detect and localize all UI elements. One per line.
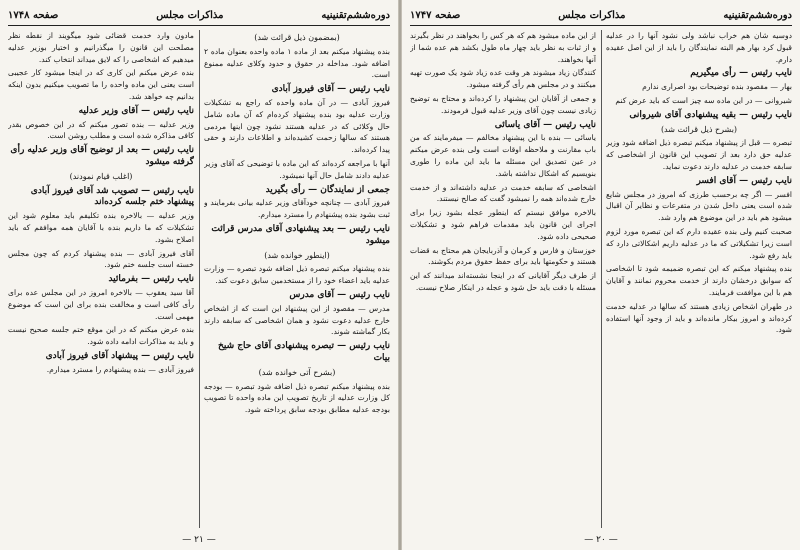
text-paragraph: بنده پیشنهاد میکنم تبصره ذیل اضافه شود تبصره — بودجه کل وزارت عدلیه از تاریخ تصویب این ماده واحده تا تصویب بودجه عدلیه مطابق بودجه سابق پرداخته شود. xyxy=(204,381,390,415)
text-paragraph: بنده پیشنهاد میکنم تبصره ذیل اضافه شود تبصره — وزارت عدلیه باید اعضاء خود را از مستخدمین سابق دعوت کند. xyxy=(204,264,390,286)
text-paragraph: آنها با مراجعه کرده‌اند که این ماده با توضیحی که آقای وزیر عدلیه دادند شامل حال آنها نمیشود. xyxy=(204,158,390,180)
text-paragraph: بنده عرض میکنم این کاری که در اینجا میشود کار عجیبی است یعنی این ماده واحده را ما تصویب میکنیم بدون اینکه بدانیم چه خواهد شد. xyxy=(8,68,194,101)
text-paragraph: فیروز آبادی — در آن ماده واحده که راجع به تشکیلات وزارت عدلیه بود بنده پیشنهاد کرده‌ام که آن ماده شامل حال وکلائی که در عدلیه هستند نشود چون اینها مردمی هستند که سالها زحمت کشیده‌اند و اطلاعات دارند و حقی پیدا کرده‌اند. xyxy=(204,97,390,155)
text-paragraph: بنده عرض میکنم که در این موقع ختم جلسه صحیح نیست و باید به مذاکرات ادامه داده شود. xyxy=(8,325,194,347)
text-paragraph: افسر — اگر چه برحسب طرزی که امروز در مجلس شایع شده است یعنی داخل شدن در متفرعات و نظایر آن اقبال میشود هم باید در این موضوع هم وارد شد. xyxy=(606,189,792,223)
text-paragraph: دوسیه شان هم خراب نباشد ولی نشود آنها را در عدلیه قبول کرد بهار هم البته نمایندگان را باید از این اصل عقیده دارم. xyxy=(606,31,792,64)
speaker-line: نایب رئیس — بعد پیشنهادی آقای مدرس قرائت میشود xyxy=(211,223,390,246)
text-paragraph: وزیر عدلیه — بالاخره بنده تکلیفم باید معلوم شود این تشکیلات که ما داریم بنده با آقایان همه موافقم که باید اصلاح بشود. xyxy=(8,211,194,244)
text-paragraph: در طهران اشخاص زیادی هستند که سالها در عدلیه خدمت کرده‌اند و امروز بیکار مانده‌اند و باید از وجود آنها استفاده شود. xyxy=(606,301,792,335)
speaker-line: نایب رئیس — تصویب شد آقای فیروز آبادی پیشنهاد ختم جلسه کرده‌اند xyxy=(30,185,194,208)
left-page xyxy=(0,0,398,550)
text-paragraph: وزیر عدلیه — بنده تصور میکنم که در این خصوص بقدر کافی مذاکره شده است و مطلب روشن است. xyxy=(8,119,194,141)
right-page-number: — ۲۰ — xyxy=(584,535,618,545)
text-paragraph: صحبت کنیم ولی بنده عقیده دارم که این تبصره مورد لزوم است زیرا تشکیلاتی که ما در عدلیه داریم اشکالاتی دارد که باید رفع شود. xyxy=(606,226,792,260)
speaker-line: نایب رئیس — بقیه پیشنهادی آقای شیروانی xyxy=(629,109,792,120)
right-page xyxy=(402,0,800,550)
text-paragraph: از این ماده میشود هم که هر کس را بخواهند در نظر بگیرند و از ثبات به نظر باید چهار ماه طول بکشد هم عده شما از آنها بخواهند. xyxy=(410,31,596,64)
left-header-page-label: صفحه ۱۷۴۸ xyxy=(8,9,59,21)
speaker-line: نایب رئیس — بفرمائید xyxy=(108,274,194,285)
right-page-column-1 xyxy=(606,30,792,528)
left-column-divider xyxy=(199,30,200,528)
speaker-line: نایب رئیس — تبصره پیشنهادی آقای حاج شیخ بیات xyxy=(218,341,390,363)
right-page-header xyxy=(410,6,792,24)
left-page-column-2 xyxy=(8,30,194,528)
right-header-rule xyxy=(410,25,792,26)
stage-note: (بمضمون ذیل قرائت شد) xyxy=(254,33,340,42)
text-paragraph: اشخاصی که سابقه خدمت در عدلیه داشته‌اند و از خدمت خارج شده‌اند همه را نمیشود گفت که صالح نیستند. xyxy=(410,182,596,204)
speaker-line: نایب رئیس — پیشنهاد آقای فیروز آبادی xyxy=(45,350,194,361)
text-paragraph: آقای فیروز آبادی — بنده پیشنهاد کردم که چون مجلس خسته است جلسه ختم شود. xyxy=(8,248,194,270)
text-paragraph: تبصره — قبل از پیشنهاد میکنم تبصره ذیل اضافه شود وزیر عدلیه حق دارد بعد از تصویب این قانون از اشخاصی که سابقه خدمت در عدلیه دارند دعوت نماید. xyxy=(606,138,792,171)
text-paragraph: مدرس — مقصود از این پیشنهاد این است که از اشخاص خارج عدلیه دعوت نشود و همان اشخاصی که سابقه دارند بکار گماشته شوند. xyxy=(204,303,390,337)
right-column-divider xyxy=(601,30,602,528)
text-paragraph: شیروانی — در این ماده سه چیز است که باید عرض کنم xyxy=(615,95,792,105)
text-paragraph: و جمعی از آقایان این پیشنهاد را کرده‌اند و محتاج به توضیح زیادی نیست چون آقای وزیر عدلیه قبول فرمودند. xyxy=(410,93,596,115)
left-header-session: دوره‌ششم‌تقنینیه xyxy=(321,9,390,21)
left-page-column-1 xyxy=(204,30,390,528)
text-paragraph: بنده پیشنهاد میکنم بعد از ماده ۱ ماده واحده بعنوان ماده ۲ اضافه شود. مداخله در حقوق و حدود وکلای عدلیه ممنوع است. xyxy=(204,46,390,80)
speaker-line: نایب رئیس — آقای یاسائی xyxy=(494,119,596,130)
stage-note: (اینطور خوانده شد) xyxy=(264,250,330,260)
speaker-line: جمعی از نمایندگان — رأی بگیرید xyxy=(265,184,390,195)
text-paragraph: یاسائی — بنده با این پیشنهاد مخالفم — میفرمایند که من باب مقارنت و ملاحظه اوقات است ولی بنده عرض میکنم در عین تصدیق این مسئله ما باید این ماده را طوری بنویسیم که اشکال نداشته باشد. xyxy=(410,133,596,178)
right-header-session: دوره‌ششم‌تقنینیه xyxy=(723,9,792,21)
speaker-line: نایب رئیس — رأی میگیریم xyxy=(690,68,792,79)
left-header-rule xyxy=(8,25,390,26)
speaker-line: نایب رئیس — آقای مدرس xyxy=(289,289,390,300)
left-header-title: مذاکرات مجلس xyxy=(156,9,224,21)
speaker-line: نایب رئیس — آقای وزیر عدلیه xyxy=(78,105,194,116)
right-page-column-2 xyxy=(410,30,596,528)
right-header-page-label: صفحه ۱۷۴۷ xyxy=(410,9,461,21)
text-paragraph: از طرف دیگر آقایانی که در اینجا نشسته‌اند میدانند که این مسئله با دقت باید حل شود و عجله در اینکار صلاح نیست. xyxy=(410,271,596,292)
speaker-line: نایب رئیس — آقای افسر xyxy=(696,175,792,186)
text-paragraph: خوزستان و فارس و کرمان و آذربایجان هم محتاج به قضات هستند و حکومتها باید برای حفظ حقوق مردم بکوشند. xyxy=(410,245,596,267)
speaker-line: نایب رئیس — آقای فیروز آبادی xyxy=(271,84,390,95)
text-paragraph: بالاخره موافق نیستم که اینطور عجله بشود زیرا برای اجرای این قانون باید مقدمات فراهم شود و تشکیلات صحیحی داده شود. xyxy=(410,208,596,241)
text-paragraph: بهار — مقصود بنده توضیحات بود اصراری ندارم xyxy=(642,82,792,92)
speaker-line: نایب رئیس — بعد از توضیح آقای وزیر عدلیه رأی گرفته میشود xyxy=(10,145,194,167)
text-paragraph: مادون وارد خدمت قضائی شود میگویند از نقطه نظر مصلحت این قانون را میگذرانیم و اختیار بوزیر عدلیه میدهیم که اشخاصی را که لایق میداند انتخاب کند. xyxy=(8,31,194,64)
text-paragraph: کنندگان زیاد میشوند هر وقت عده زیاد شود یک صورت تهیه میکنند و در مجلس هم رأی گرفته میشود. xyxy=(410,68,596,90)
text-paragraph: بنده پیشنهاد میکنم که این تبصره ضمیمه شود تا اشخاصی که سوابق درخشان دارند از خدمت محروم نمانند و آقایان هم با این موافقت فرمایند. xyxy=(606,264,792,297)
stage-note: (بشرح آتی خوانده شد) xyxy=(258,367,336,377)
stage-note: (اغلب قیام نمودند) xyxy=(69,171,133,181)
stage-note: (بشرح ذیل قرائت شد) xyxy=(660,124,738,134)
text-paragraph: فیروز آبادی — چنانچه خودآقای وزیر عدلیه بیانی بفرمایند و ثبت بشود بنده پیشنهادم را مسترد میدارم. xyxy=(204,198,390,220)
text-paragraph: آقا سید یعقوب — بالاخره امروز در این مجلس عده برای رأی کافی است و مخالفت بنده برای این است که موضوع مهمی است. xyxy=(8,287,194,321)
left-page-number: — ۲۱ — xyxy=(182,535,216,545)
right-header-title: مذاکرات مجلس xyxy=(558,9,626,21)
text-paragraph: فیروز آبادی — بنده پیشنهادم را مسترد میدارم. xyxy=(46,364,194,374)
left-page-header xyxy=(8,6,390,24)
